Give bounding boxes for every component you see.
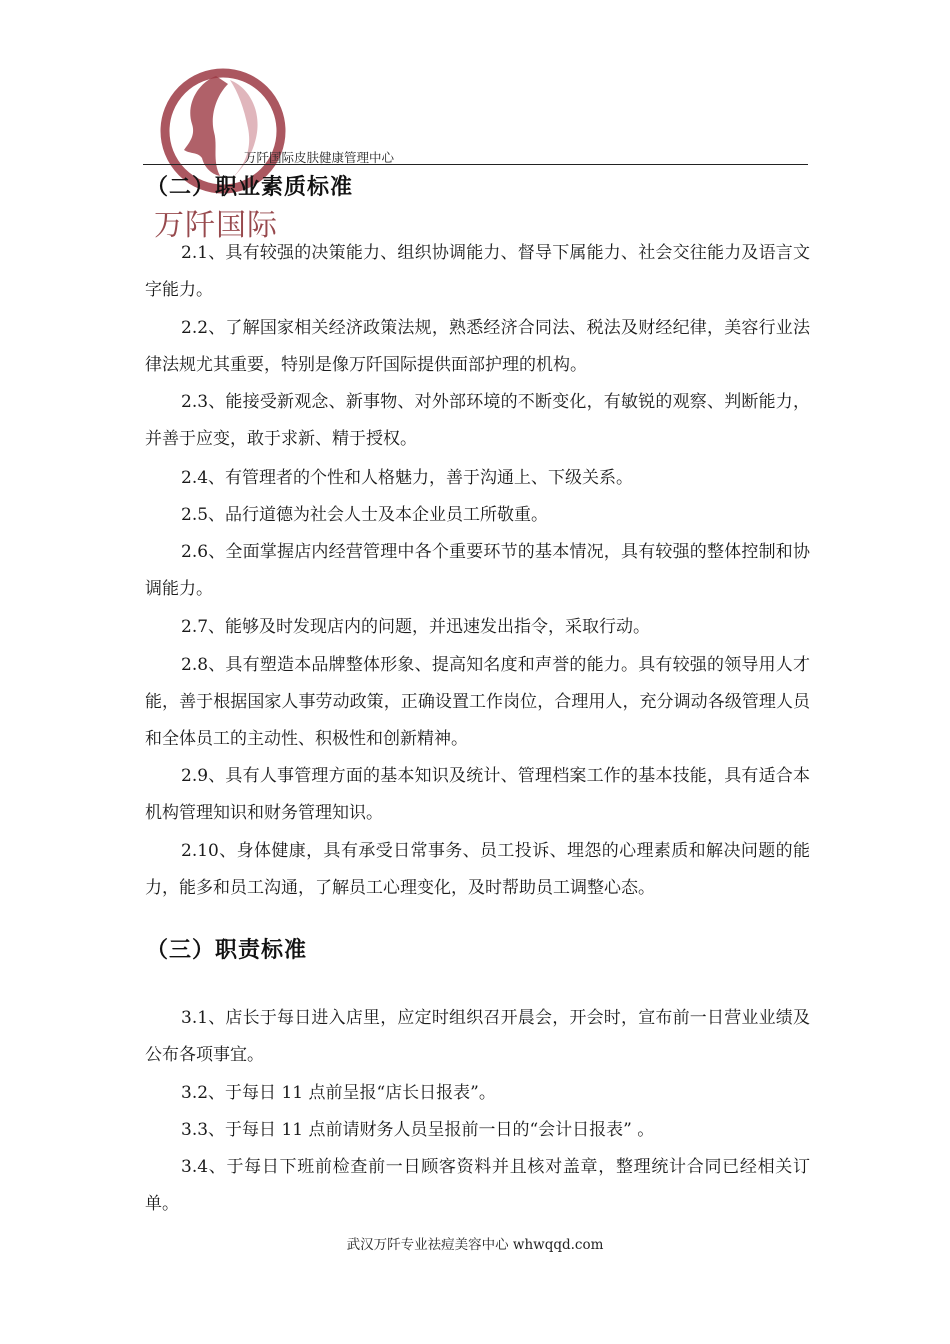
item-2-2: 2.2、了解国家相关经济政策法规，熟悉经济合同法、税法及财经纪律，美容行业法律法规尤其重要，特别是像万阡国际提供面部护理的机构。	[145, 318, 810, 375]
item-3-4: 3.4、于每日下班前检查前一日顾客资料并且核对盖章，整理统计合同已经相关订单。	[145, 1157, 810, 1214]
item-2-9: 2.9、具有人事管理方面的基本知识及统计、管理档案工作的基本技能，具有适合本机构管理知识和财务管理知识。	[145, 766, 810, 823]
item-2-5: 2.5、品行道德为社会人士及本企业员工所敬重。	[181, 505, 549, 525]
item-2-6: 2.6、全面掌握店内经营管理中各个重要环节的基本情况，具有较强的整体控制和协调能力。	[145, 542, 810, 599]
item-2-4: 2.4、有管理者的个性和人格魅力，善于沟通上、下级关系。	[181, 468, 634, 488]
item-3-1: 3.1、店长于每日进入店里，应定时组织召开晨会，开会时，宣布前一日营业业绩及公布各项事宜。	[145, 1008, 810, 1065]
item-2-1: 2.1、具有较强的决策能力、组织协调能力、督导下属能力、社会交往能力及语言文字能力。	[145, 243, 810, 300]
section-2-heading: （二）职业素质标准	[146, 175, 354, 200]
item-2-10: 2.10、身体健康，具有承受日常事务、员工投诉、埋怨的心理素质和解决问题的能力，能多和员工沟通，了解员工心理变化，及时帮助员工调整心态。	[145, 841, 810, 898]
header-org-name: 万阡国际皮肤健康管理中心	[244, 150, 395, 165]
item-2-3: 2.3、能接受新观念、新事物、对外部环境的不断变化，有敏锐的观察、判断能力，并善于应变，敢于求新、精于授权。	[145, 392, 810, 449]
item-3-2: 3.2、于每日 11 点前呈报“店长日报表”。	[181, 1083, 496, 1103]
item-2-8: 2.8、具有塑造本品牌整体形象、提高知名度和声誉的能力。具有较强的领导用人才能，善于根据国家人事劳动政策，正确设置工作岗位，合理用人，充分调动各级管理人员和全体员工的主动性、积极性和创新精神。	[145, 655, 810, 749]
section-3-heading: （三）职责标准	[146, 938, 308, 963]
page-footer: 武汉万阡专业祛痘美容中心 whwqqd.com	[346, 1237, 604, 1253]
item-3-3: 3.3、于每日 11 点前请财务人员呈报前一日的“会计日报表” 。	[181, 1120, 655, 1140]
item-2-7: 2.7、能够及时发现店内的问题，并迅速发出指令，采取行动。	[181, 617, 651, 637]
brand-watermark-text: 万阡国际	[154, 208, 278, 243]
header-divider	[143, 164, 808, 165]
